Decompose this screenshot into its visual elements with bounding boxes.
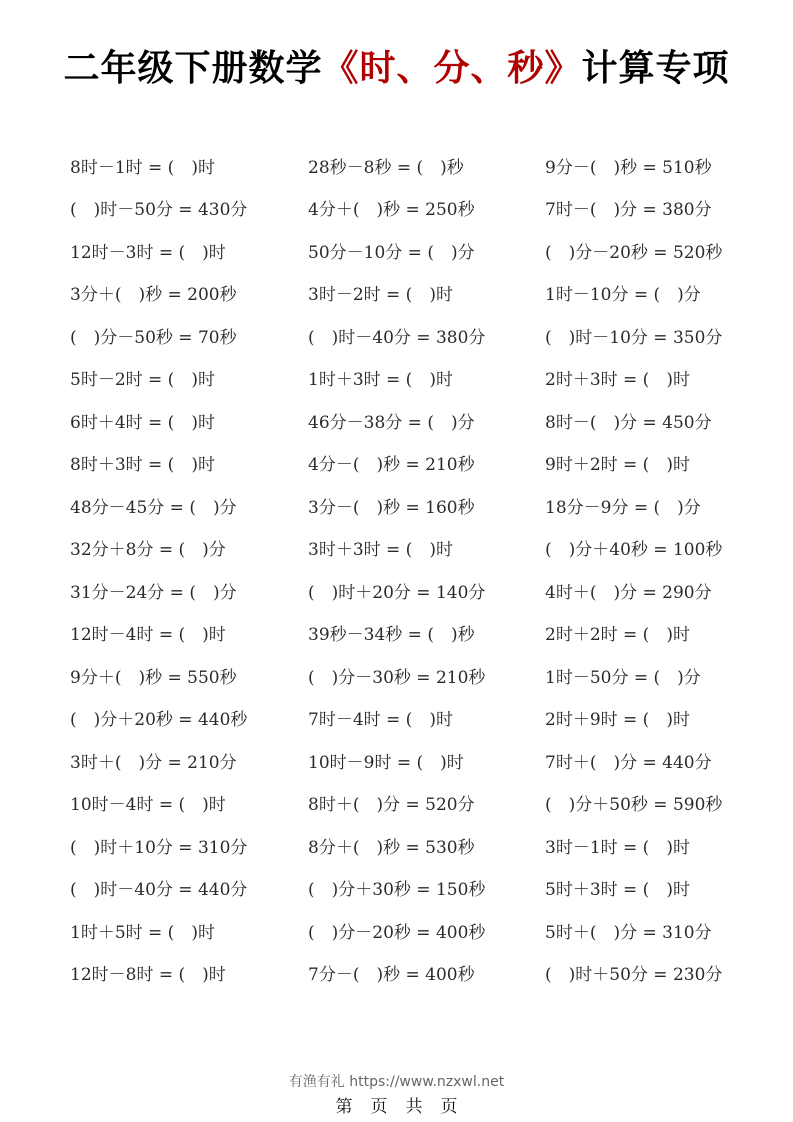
- page-title: [0, 40, 793, 91]
- problem-item: 31分－24分 = ( )分: [70, 582, 237, 603]
- problem-row: [70, 399, 770, 442]
- problem-item: ( )时＋20分 = 140分: [308, 582, 486, 603]
- problem-item: 1时－10分 = ( )分: [545, 285, 701, 306]
- problem-item: 3时－2时 = ( )时: [308, 285, 453, 306]
- problem-item: 39秒－34秒 = ( )秒: [308, 625, 475, 646]
- problem-row: [70, 442, 770, 485]
- problem-row: [70, 867, 770, 910]
- problem-item: ( )分＋40秒 = 100秒: [545, 540, 723, 561]
- problem-item: 1时－50分 = ( )分: [545, 667, 701, 688]
- problem-item: 8分＋( )秒 = 530秒: [308, 837, 475, 858]
- problem-row: [70, 952, 770, 995]
- problem-row: [70, 314, 770, 357]
- problem-item: ( )时－40分 = 380分: [308, 327, 486, 348]
- problem-item: 2时＋3时 = ( )时: [545, 370, 690, 391]
- problem-item: 9时＋2时 = ( )时: [545, 455, 690, 476]
- problem-item: 1时＋3时 = ( )时: [308, 370, 453, 391]
- problem-item: 10时－4时 = ( )时: [70, 795, 226, 816]
- problem-item: 3时－1时 = ( )时: [545, 837, 690, 858]
- page-word-3: 共: [405, 1097, 423, 1117]
- problem-item: 4分－( )秒 = 210秒: [308, 455, 475, 476]
- problem-item: 3分－( )秒 = 160秒: [308, 497, 475, 518]
- problem-item: 8时＋( )分 = 520分: [308, 795, 475, 816]
- problem-item: ( )分－20秒 = 400秒: [308, 922, 486, 943]
- problem-grid: [70, 144, 770, 994]
- problem-item: ( )分＋50秒 = 590秒: [545, 795, 723, 816]
- title-highlight: 《时、分、秒》: [322, 48, 582, 89]
- problem-row: [70, 569, 770, 612]
- problem-item: 2时＋9时 = ( )时: [545, 710, 690, 731]
- problem-item: 3时＋3时 = ( )时: [308, 540, 453, 561]
- problem-item: 12时－4时 = ( )时: [70, 625, 226, 646]
- problem-row: [70, 484, 770, 527]
- problem-item: 12时－8时 = ( )时: [70, 965, 226, 986]
- problem-row: [70, 909, 770, 952]
- problem-row: [70, 697, 770, 740]
- problem-item: ( )分＋20秒 = 440秒: [70, 710, 248, 731]
- problem-item: ( )时－50分 = 430分: [70, 200, 248, 221]
- problem-item: 50分－10分 = ( )分: [308, 242, 475, 263]
- problem-row: [70, 187, 770, 230]
- problem-item: ( )时－40分 = 440分: [70, 880, 248, 901]
- problem-item: 7时－( )分 = 380分: [545, 200, 712, 221]
- problem-row: [70, 272, 770, 315]
- problem-item: 7时＋( )分 = 440分: [545, 752, 712, 773]
- page-number-line: [0, 1092, 793, 1117]
- problem-item: 10时－9时 = ( )时: [308, 752, 464, 773]
- problem-row: [70, 824, 770, 867]
- page-word-4: 页: [440, 1097, 458, 1117]
- problem-item: 8时＋3时 = ( )时: [70, 455, 215, 476]
- problem-item: ( )分＋30秒 = 150秒: [308, 880, 486, 901]
- problem-item: 4时＋( )分 = 290分: [545, 582, 712, 603]
- problem-item: ( )时＋50分 = 230分: [545, 965, 723, 986]
- page-word-2: 页: [370, 1097, 388, 1117]
- problem-item: 9分－( )秒 = 510秒: [545, 157, 712, 178]
- problem-item: 28秒－8秒 = ( )秒: [308, 157, 464, 178]
- problem-row: [70, 357, 770, 400]
- problem-item: 7时－4时 = ( )时: [308, 710, 453, 731]
- problem-item: 32分＋8分 = ( )分: [70, 540, 226, 561]
- problem-item: ( )时＋10分 = 310分: [70, 837, 248, 858]
- problem-item: 1时＋5时 = ( )时: [70, 922, 215, 943]
- title-suffix: 计算专项: [581, 48, 730, 89]
- problem-item: 7分－( )秒 = 400秒: [308, 965, 475, 986]
- problem-item: 8时－1时 = ( )时: [70, 157, 215, 178]
- problem-item: 5时＋3时 = ( )时: [545, 880, 690, 901]
- problem-item: 48分－45分 = ( )分: [70, 497, 237, 518]
- problem-row: [70, 144, 770, 187]
- problem-item: 46分－38分 = ( )分: [308, 412, 475, 433]
- footer-site-text: 有渔有礼 https://www.nzxwl.net: [288, 1074, 505, 1090]
- problem-item: 5时－2时 = ( )时: [70, 370, 215, 391]
- page-word-1: 第: [335, 1097, 353, 1117]
- problem-row: [70, 739, 770, 782]
- problem-row: [70, 612, 770, 655]
- title-prefix: 二年级下册数学: [63, 48, 323, 89]
- problem-item: 9分＋( )秒 = 550秒: [70, 667, 237, 688]
- problem-item: 2时＋2时 = ( )时: [545, 625, 690, 646]
- problem-item: 4分＋( )秒 = 250秒: [308, 200, 475, 221]
- problem-row: [70, 527, 770, 570]
- problem-row: [70, 782, 770, 825]
- problem-item: 3时＋( )分 = 210分: [70, 752, 237, 773]
- problem-item: 18分－9分 = ( )分: [545, 497, 701, 518]
- problem-row: [70, 229, 770, 272]
- problem-item: 5时＋( )分 = 310分: [545, 922, 712, 943]
- problem-row: [70, 654, 770, 697]
- problem-item: ( )分－50秒 = 70秒: [70, 327, 237, 348]
- problem-item: 8时－( )分 = 450分: [545, 412, 712, 433]
- problem-item: 6时＋4时 = ( )时: [70, 412, 215, 433]
- problem-item: ( )分－30秒 = 210秒: [308, 667, 486, 688]
- problem-item: ( )时－10分 = 350分: [545, 327, 723, 348]
- problem-item: 3分＋( )秒 = 200秒: [70, 285, 237, 306]
- problem-item: 12时－3时 = ( )时: [70, 242, 226, 263]
- problem-item: ( )分－20秒 = 520秒: [545, 242, 723, 263]
